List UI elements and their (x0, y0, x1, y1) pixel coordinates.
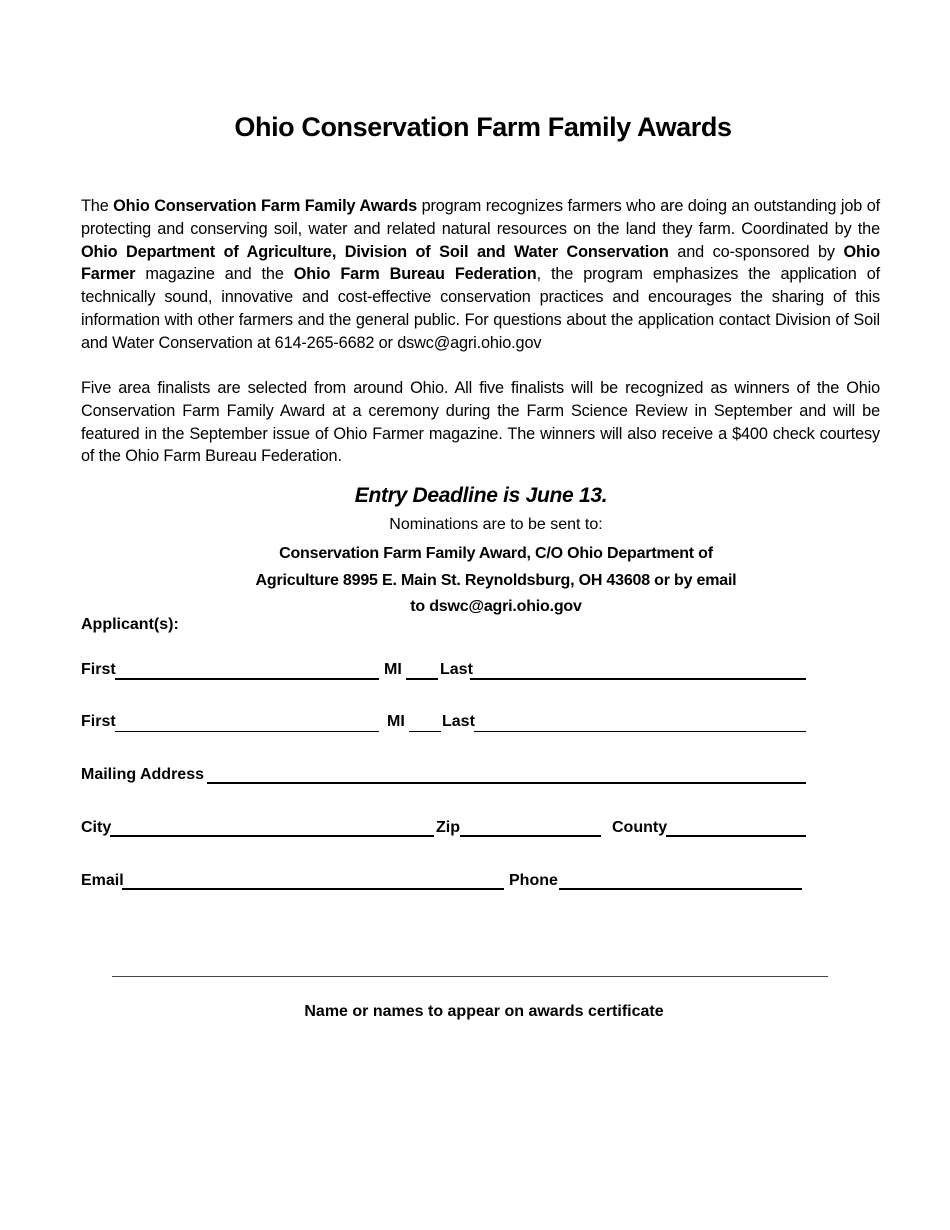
first-name-field-2[interactable] (115, 731, 379, 732)
intro-text: program recognizes farmers who are doing an outstanding job of protecting and conserving soil, water and related natural resources on the land they farm. Coordinated by the (81, 197, 880, 238)
last-name-label: Last (440, 661, 473, 678)
entry-deadline: Entry Deadline is June 13. (354, 484, 608, 507)
email-field[interactable] (122, 888, 504, 890)
mailing-address-label: Mailing Address (81, 766, 204, 783)
city-field[interactable] (110, 835, 434, 837)
intro-paragraph (81, 195, 880, 355)
first-name-field-1[interactable] (115, 678, 379, 680)
finalists-paragraph: Five area finalists are selected from around Ohio. All five finalists will be recognized as winners of the Ohio Conservation Farm Family Award at a ceremony during the Farm Science Review in September and will be featured in the September issue of Ohio Farmer magazine. The winners will also receive a $400 check courtesy of the Ohio Farm Bureau Federation. (81, 379, 880, 466)
middle-initial-label: MI (384, 661, 402, 678)
first-name-label: First (81, 713, 116, 730)
intro-federation-name: Ohio Farm Bureau Federation (293, 265, 537, 284)
intro-program-name: Ohio Conservation Farm Family Awards (113, 197, 418, 215)
address-line-2: Agriculture 8995 E. Main St. Reynoldsburg, OH 43608 or by email (255, 571, 737, 589)
first-name-label: First (81, 661, 116, 678)
middle-initial-field-2[interactable] (409, 731, 441, 732)
county-label: County (612, 819, 668, 836)
intro-text: The (81, 197, 114, 215)
last-name-label: Last (442, 713, 475, 730)
nominations-sent-to: Nominations are to be sent to: (389, 516, 603, 533)
mailing-address-field[interactable] (207, 782, 806, 784)
mailing-address-block (0, 541, 950, 621)
page-title: Ohio Conservation Farm Family Awards (234, 112, 732, 142)
middle-initial-field-1[interactable] (406, 678, 438, 680)
intro-text: , the program emphasizes the application of technically sound, innovative and cost-effective conservation practices and encourages the sharing of this information with other farmers and the general public. For questions about the application contact Division of Soil and Water Conservation at 614-265-6682 or dswc@agri.ohio.gov (81, 265, 881, 352)
phone-field[interactable] (559, 888, 802, 890)
last-name-field-1[interactable] (470, 678, 806, 680)
county-field[interactable] (666, 835, 806, 837)
zip-field[interactable] (460, 835, 601, 837)
intro-department-name: Ohio Department of Agriculture, Division of Soil and Water Conservation (81, 242, 669, 261)
city-label: City (81, 819, 112, 836)
certificate-name-field[interactable] (112, 976, 828, 977)
address-line-3: to dswc@agri.ohio.gov (410, 598, 582, 615)
email-label: Email (81, 872, 124, 889)
address-line-1: Conservation Farm Family Award, C/O Ohio Department of (279, 545, 713, 562)
applicants-label: Applicant(s): (81, 616, 179, 633)
intro-magazine-name: Ohio Farmer (81, 242, 880, 284)
intro-text: magazine and the (135, 265, 294, 284)
certificate-name-caption: Name or names to appear on awards certificate (304, 1003, 664, 1020)
zip-label: Zip (436, 819, 460, 836)
phone-label: Phone (509, 872, 558, 889)
middle-initial-label: MI (387, 713, 405, 730)
intro-text: and co-sponsored by (668, 242, 844, 261)
last-name-field-2[interactable] (474, 731, 806, 732)
